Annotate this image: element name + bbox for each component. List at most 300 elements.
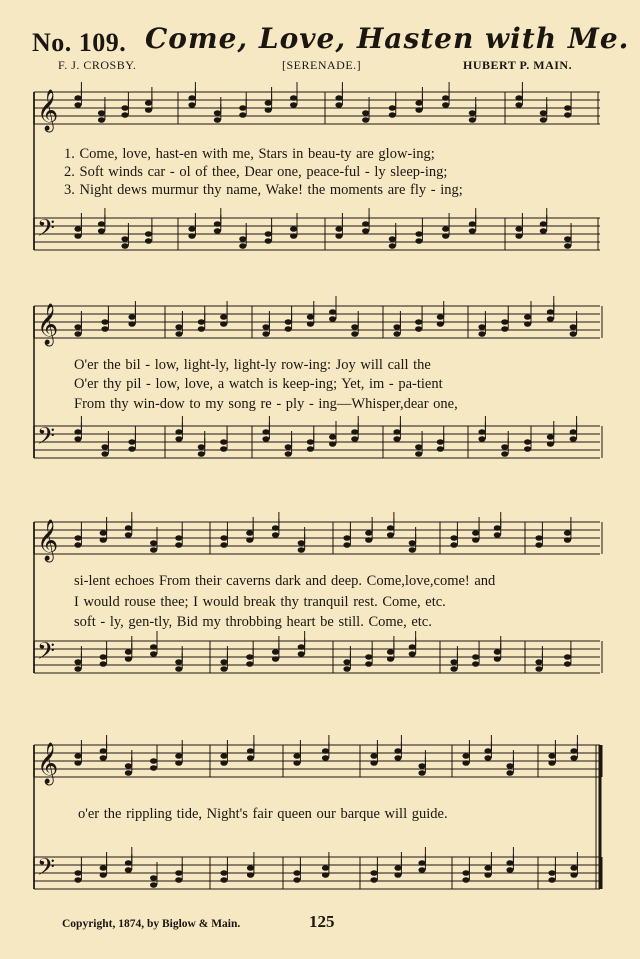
note-head [220, 877, 227, 883]
bass-clef: 𝄢 [37, 637, 56, 670]
note-head [125, 532, 132, 538]
note-head [506, 770, 513, 776]
note-head [145, 231, 152, 237]
note-head [564, 654, 571, 660]
note-head [469, 117, 476, 123]
note-head [484, 865, 491, 871]
note-head [239, 243, 246, 249]
note-head [501, 451, 508, 457]
note-head [74, 666, 81, 672]
note-head [175, 542, 182, 548]
note-head [389, 236, 396, 242]
note-head [214, 117, 221, 123]
note-head [351, 429, 358, 435]
note-head [370, 760, 377, 766]
note-head [239, 236, 246, 242]
note-head [265, 100, 272, 106]
note-head [535, 659, 542, 665]
tune-name: [SERENADE.] [282, 58, 362, 72]
note-head [150, 765, 157, 771]
note-head [351, 331, 358, 337]
note-head [74, 659, 81, 665]
note-head [540, 117, 547, 123]
note-head [343, 535, 350, 541]
note-head [535, 542, 542, 548]
note-head [307, 446, 314, 452]
note-head [494, 532, 501, 538]
note-head [415, 238, 422, 244]
note-head [329, 434, 336, 440]
note-head [121, 112, 128, 118]
note-head [351, 436, 358, 442]
note-head [121, 236, 128, 242]
note-head [329, 309, 336, 315]
note-head [262, 436, 269, 442]
note-head [524, 314, 531, 320]
note-head [494, 649, 501, 655]
note-head [298, 651, 305, 657]
note-head [128, 439, 135, 445]
note-head [564, 537, 571, 543]
note-head [285, 444, 292, 450]
note-head [387, 656, 394, 662]
note-head [298, 644, 305, 650]
note-head [437, 446, 444, 452]
note-head [198, 451, 205, 457]
note-head [387, 649, 394, 655]
note-head [362, 221, 369, 227]
note-head [150, 651, 157, 657]
treble-clef: 𝄞 [37, 520, 59, 561]
note-head [501, 444, 508, 450]
note-head [125, 649, 132, 655]
note-head [570, 755, 577, 761]
note-head [515, 226, 522, 232]
note-head [570, 324, 577, 330]
note-heads [74, 82, 577, 888]
note-head [335, 233, 342, 239]
note-head [389, 112, 396, 118]
note-head [484, 872, 491, 878]
note-head [418, 867, 425, 873]
note-head [293, 870, 300, 876]
note-head [393, 429, 400, 435]
note-head [100, 654, 107, 660]
note-head [535, 666, 542, 672]
note-head [322, 865, 329, 871]
note-head [293, 753, 300, 759]
note-head [389, 105, 396, 111]
note-head [175, 666, 182, 672]
page-number: 125 [309, 912, 335, 931]
note-head [418, 770, 425, 776]
note-head [524, 439, 531, 445]
note-head [393, 324, 400, 330]
note-head [548, 753, 555, 759]
note-head [293, 760, 300, 766]
note-head [548, 877, 555, 883]
note-head [246, 537, 253, 543]
note-head [472, 654, 479, 660]
note-head [506, 763, 513, 769]
copyright: Copyright, 1874, by Biglow & Main. [62, 918, 241, 930]
note-head [101, 451, 108, 457]
note-head [198, 326, 205, 332]
bass-clef: 𝄢 [37, 214, 56, 247]
note-head [74, 102, 81, 108]
note-head [462, 753, 469, 759]
note-head [220, 753, 227, 759]
note-head [175, 877, 182, 883]
note-head [74, 753, 81, 759]
note-head [484, 755, 491, 761]
note-head [220, 542, 227, 548]
note-head [462, 760, 469, 766]
note-head [540, 221, 547, 227]
note-head [415, 451, 422, 457]
note-head [478, 436, 485, 442]
note-head [101, 319, 108, 325]
note-head [322, 748, 329, 754]
lyric-line: 3. Night dews murmur thy name, Wake! the moments are fly - ing; [64, 182, 463, 198]
note-head [462, 877, 469, 883]
note-head [98, 228, 105, 234]
note-head [415, 444, 422, 450]
note-head [74, 95, 81, 101]
note-head [335, 102, 342, 108]
note-head [125, 763, 132, 769]
song-title: Come, Love, Hasten with Me. [145, 22, 630, 55]
note-head [214, 228, 221, 234]
note-head [450, 535, 457, 541]
note-head [246, 661, 253, 667]
note-head [335, 226, 342, 232]
note-head [100, 872, 107, 878]
note-head [564, 661, 571, 667]
note-head [188, 95, 195, 101]
note-head [437, 439, 444, 445]
note-head [394, 865, 401, 871]
note-head [175, 429, 182, 435]
note-head [547, 441, 554, 447]
note-head [570, 748, 577, 754]
note-head [100, 537, 107, 543]
note-head [515, 233, 522, 239]
note-head [362, 110, 369, 116]
note-head [362, 117, 369, 123]
note-head [484, 748, 491, 754]
note-head [329, 441, 336, 447]
note-head [442, 233, 449, 239]
note-head [188, 102, 195, 108]
note-head [515, 102, 522, 108]
note-head [409, 547, 416, 553]
lyric-line: I would rouse thee; I would break thy tranquil rest. Come, etc. [74, 594, 446, 610]
clefs [37, 89, 58, 886]
note-head [98, 117, 105, 123]
lyric-line: O'er thy pil - low, love, a watch is keep-ing; Yet, im - pa-tient [74, 376, 443, 392]
note-head [247, 865, 254, 871]
note-head [272, 532, 279, 538]
note-head [478, 429, 485, 435]
lyric-line: si-lent echoes From their caverns dark and deep. Come,love,come! and [74, 573, 496, 589]
note-head [362, 228, 369, 234]
note-head [547, 309, 554, 315]
note-head [246, 654, 253, 660]
note-head [150, 644, 157, 650]
note-head [265, 107, 272, 113]
note-head [393, 436, 400, 442]
note-head [418, 763, 425, 769]
note-head [262, 324, 269, 330]
note-head [125, 867, 132, 873]
note-head [290, 102, 297, 108]
note-head [100, 748, 107, 754]
note-head [564, 236, 571, 242]
song-number: No. 109. [32, 28, 127, 57]
note-head [188, 226, 195, 232]
treble-clef: 𝄞 [37, 743, 59, 784]
note-head [239, 112, 246, 118]
note-head [121, 243, 128, 249]
note-head [145, 238, 152, 244]
lyric-line: o'er the rippling tide, Night's fair queen our barque will guide. [78, 806, 448, 822]
note-head [343, 666, 350, 672]
note-head [220, 659, 227, 665]
note-head [247, 872, 254, 878]
note-head [501, 326, 508, 332]
note-head [74, 324, 81, 330]
note-head [74, 542, 81, 548]
note-head [370, 877, 377, 883]
author-credit: F. J. CROSBY. [58, 58, 137, 72]
note-head [540, 110, 547, 116]
note-head [570, 872, 577, 878]
note-head [394, 872, 401, 878]
note-head [307, 321, 314, 327]
note-head [418, 860, 425, 866]
note-head [307, 439, 314, 445]
note-head [365, 661, 372, 667]
lyric-line: soft - ly, gen-tly, Bid my throbbing heart be still. Come, etc. [74, 614, 432, 630]
note-head [506, 867, 513, 873]
note-head [175, 870, 182, 876]
note-head [285, 319, 292, 325]
note-head [437, 321, 444, 327]
note-head [125, 860, 132, 866]
note-head [494, 525, 501, 531]
note-head [220, 446, 227, 452]
note-head [74, 429, 81, 435]
note-head [74, 870, 81, 876]
lyric-line: 1. Come, love, hast-en with me, Stars in beau-ty are glow-ing; [64, 146, 435, 162]
note-head [220, 870, 227, 876]
note-head [293, 877, 300, 883]
note-head [265, 238, 272, 244]
note-head [98, 221, 105, 227]
note-head [415, 107, 422, 113]
note-head [285, 451, 292, 457]
note-head [564, 105, 571, 111]
note-head [442, 95, 449, 101]
note-head [290, 226, 297, 232]
note-head [198, 319, 205, 325]
note-head [220, 535, 227, 541]
note-head [394, 748, 401, 754]
note-head [100, 865, 107, 871]
note-head [262, 331, 269, 337]
note-head [74, 877, 81, 883]
note-head [370, 753, 377, 759]
note-head [246, 530, 253, 536]
note-head [564, 112, 571, 118]
lyric-line: 2. Soft winds car - ol of thee, Dear one, peace-ful - ly sleep-ing; [64, 164, 448, 180]
note-head [150, 547, 157, 553]
note-head [415, 326, 422, 332]
note-head [365, 654, 372, 660]
note-head [262, 429, 269, 435]
note-head [74, 760, 81, 766]
note-head [329, 316, 336, 322]
note-head [74, 535, 81, 541]
note-head [247, 755, 254, 761]
note-head [100, 530, 107, 536]
note-head [335, 95, 342, 101]
note-head [175, 331, 182, 337]
note-head [150, 882, 157, 888]
treble-clef: 𝄞 [37, 304, 59, 345]
note-head [570, 429, 577, 435]
note-head [322, 755, 329, 761]
note-head [469, 221, 476, 227]
note-head [494, 656, 501, 662]
note-head [387, 532, 394, 538]
note-head [524, 321, 531, 327]
note-head [322, 872, 329, 878]
note-head [442, 226, 449, 232]
note-head [389, 243, 396, 249]
note-head [175, 753, 182, 759]
note-head [393, 331, 400, 337]
note-head [290, 95, 297, 101]
treble-clef: 𝄞 [37, 90, 59, 131]
note-head [198, 444, 205, 450]
note-head [175, 324, 182, 330]
note-head [540, 228, 547, 234]
note-head [239, 105, 246, 111]
note-head [74, 436, 81, 442]
note-head [409, 651, 416, 657]
note-head [272, 649, 279, 655]
note-head [290, 233, 297, 239]
note-head [564, 243, 571, 249]
note-head [351, 324, 358, 330]
note-head [415, 100, 422, 106]
note-head [220, 314, 227, 320]
note-head [175, 659, 182, 665]
note-head [214, 221, 221, 227]
note-head [478, 331, 485, 337]
note-head [570, 436, 577, 442]
note-head [220, 666, 227, 672]
lyric-line: O'er the bil - low, light-ly, light-ly row-ing: Joy will call the [74, 357, 431, 373]
note-head [285, 326, 292, 332]
note-head [247, 748, 254, 754]
note-head [409, 644, 416, 650]
note-head [547, 316, 554, 322]
note-head [298, 540, 305, 546]
note-head [450, 666, 457, 672]
note-head [365, 537, 372, 543]
note-head [450, 659, 457, 665]
note-head [547, 434, 554, 440]
note-head [188, 233, 195, 239]
composer-credit: HUBERT P. MAIN. [463, 58, 573, 72]
note-head [175, 760, 182, 766]
staff-lines [34, 92, 602, 889]
note-head [121, 105, 128, 111]
note-head [501, 319, 508, 325]
bass-clef: 𝄢 [37, 422, 56, 455]
note-head [74, 233, 81, 239]
note-head [175, 535, 182, 541]
note-head [570, 865, 577, 871]
note-head [387, 525, 394, 531]
note-head [101, 326, 108, 332]
note-head [462, 870, 469, 876]
note-head [74, 226, 81, 232]
note-head [101, 444, 108, 450]
note-head [415, 319, 422, 325]
note-head [472, 530, 479, 536]
note-head [150, 875, 157, 881]
note-head [175, 436, 182, 442]
note-head [220, 321, 227, 327]
note-head [125, 656, 132, 662]
note-head [548, 870, 555, 876]
note-head [415, 231, 422, 237]
note-head [307, 314, 314, 320]
note-head [472, 661, 479, 667]
note-head [150, 540, 157, 546]
note-head [125, 770, 132, 776]
note-head [98, 110, 105, 116]
note-head [100, 661, 107, 667]
note-head [548, 760, 555, 766]
note-head [524, 446, 531, 452]
note-head [298, 547, 305, 553]
note-head [272, 656, 279, 662]
note-head [100, 755, 107, 761]
note-head [506, 860, 513, 866]
note-head [145, 100, 152, 106]
note-head [409, 540, 416, 546]
note-head [515, 95, 522, 101]
note-head [442, 102, 449, 108]
note-head [150, 758, 157, 764]
note-head [478, 324, 485, 330]
note-head [450, 542, 457, 548]
note-head [469, 228, 476, 234]
note-head [570, 331, 577, 337]
note-head [394, 755, 401, 761]
note-head [469, 110, 476, 116]
note-head [564, 530, 571, 536]
note-head [265, 231, 272, 237]
bass-clef: 𝄢 [37, 853, 56, 886]
note-head [220, 760, 227, 766]
note-head [472, 537, 479, 543]
